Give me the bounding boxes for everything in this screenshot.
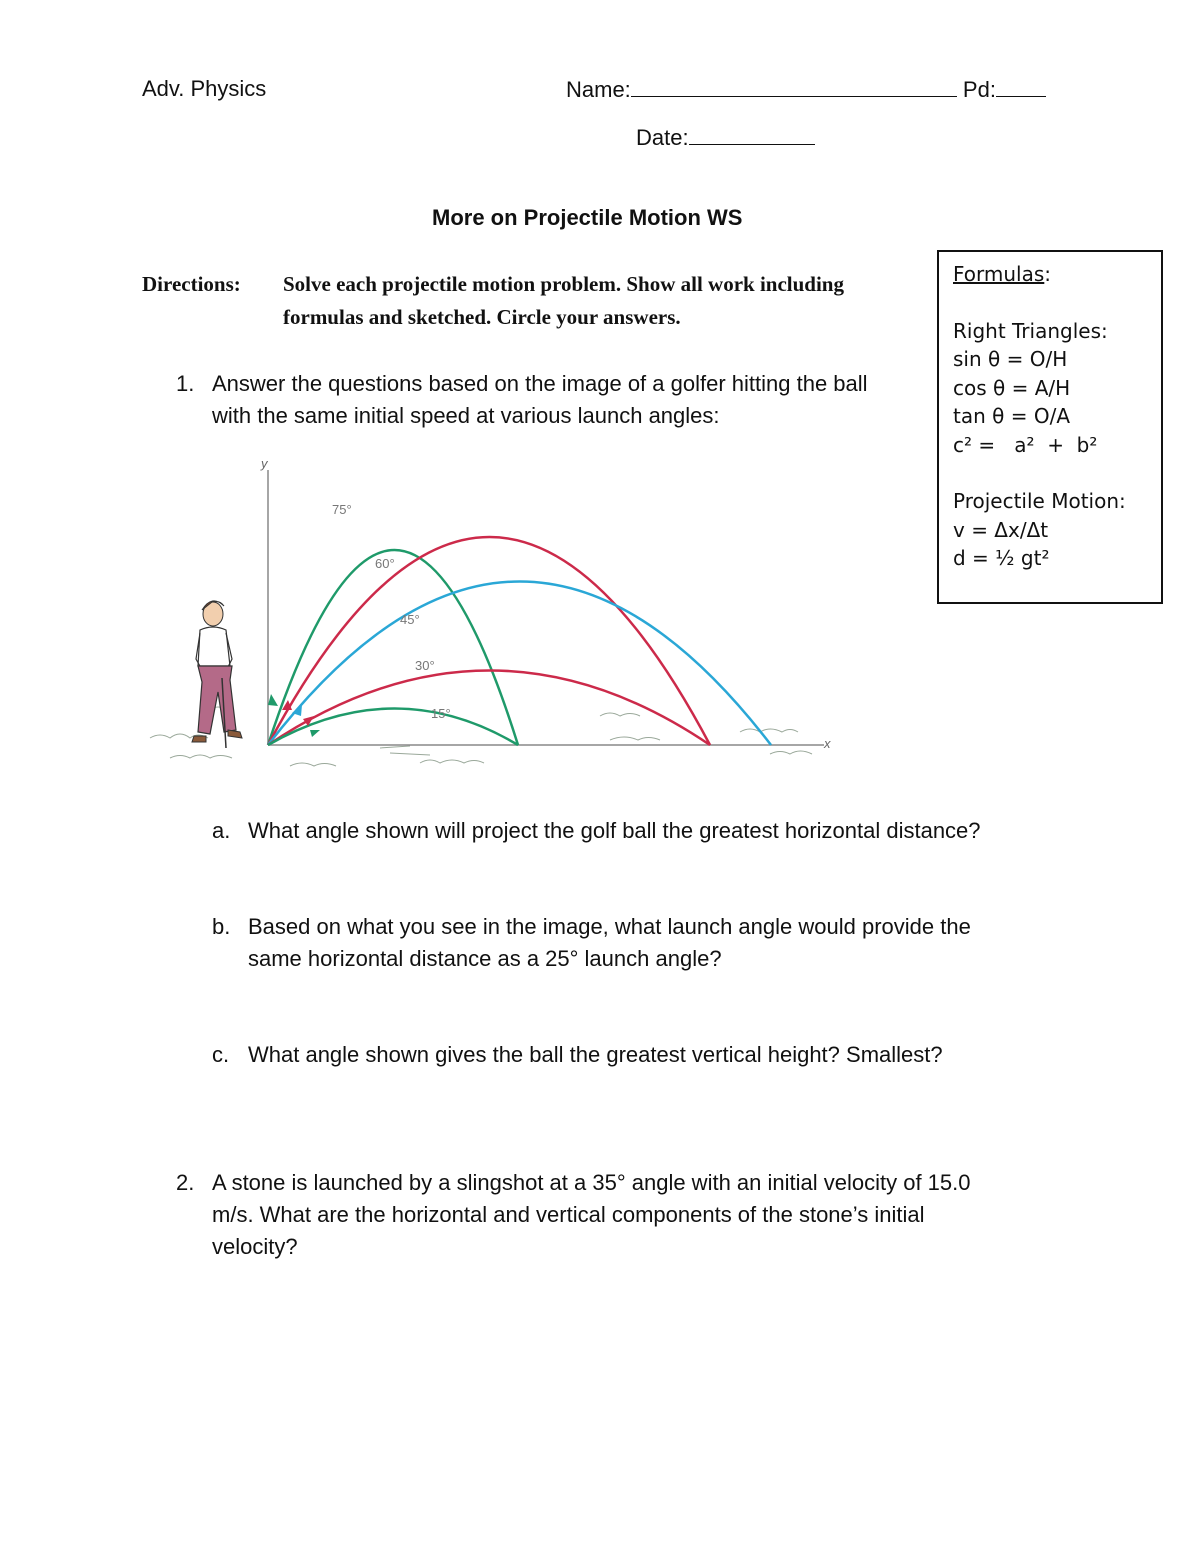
period-blank[interactable] (996, 76, 1046, 97)
date-blank[interactable] (689, 124, 815, 145)
question-1-line2: with the same initial speed at various launch angles: (212, 403, 720, 428)
projectile-trajectories-figure (140, 448, 860, 778)
question-1-line1: 1. Answer the questions based on the image of a golfer hitting the ball (176, 371, 868, 396)
directions-line1: Solve each projectile motion problem. Show all work including (283, 272, 844, 296)
trajectory-15 (268, 709, 518, 746)
formulas-heading: Formulas: (953, 262, 1052, 286)
question-1b-line2: same horizontal distance as a 25° launch angle? (248, 946, 722, 971)
directions-label: Directions: (142, 272, 241, 296)
question-1a: a. What angle shown will project the golf ball the greatest horizontal distance? (212, 818, 981, 843)
y-axis-label: y (261, 456, 268, 471)
question-1c: c. What angle shown gives the ball the greatest vertical height? Smallest? (212, 1042, 943, 1067)
projectile-motion-label: Projectile Motion: (953, 489, 1126, 513)
right-triangles-label: Right Triangles: (953, 318, 1108, 343)
pythagorean-formula: c² = a² + b² (953, 432, 1098, 457)
cos-formula: cos θ = A/H (953, 375, 1071, 400)
distance-formula: d = ½ gt² (953, 546, 1050, 570)
name-blank[interactable] (631, 76, 957, 97)
date-field[interactable] (636, 124, 815, 151)
angle-label-75: 75° (332, 502, 352, 517)
grass-decoration (150, 707, 812, 766)
name-label: Name: (566, 77, 631, 102)
tan-formula: tan θ = O/A (953, 404, 1071, 428)
name-field[interactable] (566, 76, 1046, 103)
course-name: Adv. Physics (142, 76, 267, 101)
formulas-box (937, 250, 1163, 604)
x-axis-label: x (824, 736, 831, 751)
period-label: Pd: (962, 77, 996, 102)
worksheet-title: More on Projectile Motion WS (432, 205, 743, 230)
angle-label-30: 30° (415, 658, 435, 673)
arrow-15 (310, 730, 320, 737)
date-label: Date: (636, 125, 689, 150)
question-2-line3: velocity? (212, 1234, 298, 1259)
angle-label-45: 45° (400, 612, 420, 627)
velocity-formula: v = Δx/Δt (953, 517, 1049, 542)
trajectory-30 (268, 671, 710, 746)
question-2-line1: 2. A stone is launched by a slingshot at a 35° angle with an initial velocity of 15.0 (176, 1170, 971, 1195)
arrow-75 (268, 694, 278, 706)
question-2-line2: m/s. What are the horizontal and vertical components of the stone’s initial (212, 1202, 925, 1227)
angle-label-15: 15° (431, 706, 451, 721)
trajectory-60 (268, 537, 710, 745)
sin-formula: sin θ = O/H (953, 347, 1068, 371)
golfer-illustration (192, 601, 242, 748)
question-1b-line1: b. Based on what you see in the image, what launch angle would provide the (212, 914, 971, 939)
directions-line2: formulas and sketched. Circle your answers. (283, 305, 681, 329)
trajectory-75 (268, 550, 518, 745)
angle-label-60: 60° (375, 556, 395, 571)
